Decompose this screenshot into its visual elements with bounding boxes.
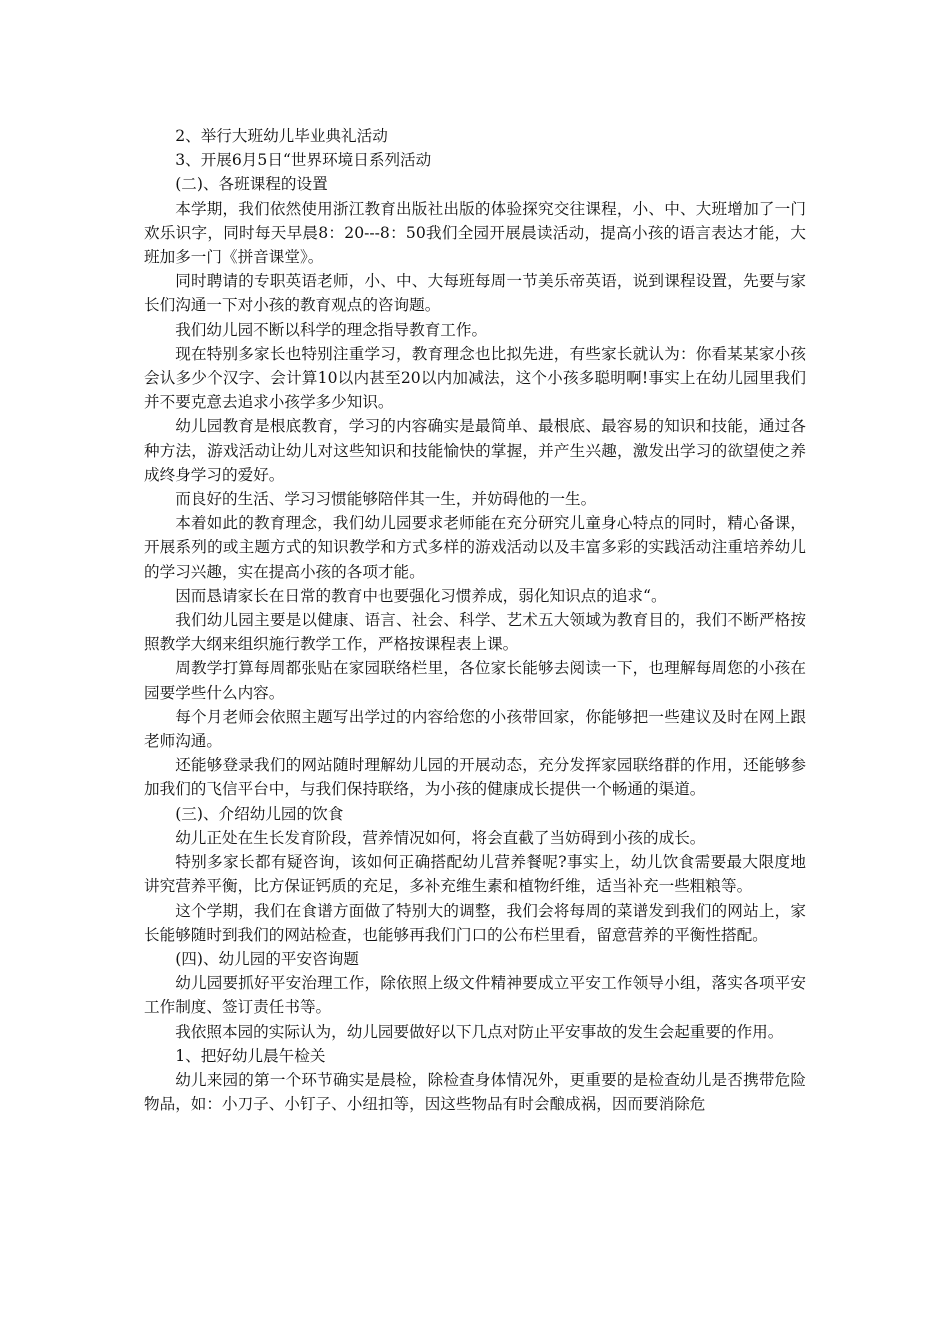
paragraph-11: 因而恳请家长在日常的教育中也要强化习惯养成，弱化知识点的追求“。 [175, 586, 667, 605]
paragraph-10: 本着如此的教育理念，我们幼儿园要求老师能在充分研究儿童身心特点的同时，精心备课，开展系列的或主题方式的知识教学和方式多样的游戏活动以及丰富多彩的实践活动注重培养幼儿的学习兴趣，实在提高小孩的各项才能。 [144, 514, 806, 581]
paragraph-4: 本学期，我们依然使用浙江教育出版社出版的体验探究交往课程，小、中、大班增加了一门欢乐识字，同时每天早晨8：20---8：50我们全园开展晨读活动，提高小孩的语言表达才能，大班加多一门《拼音课堂》。 [144, 199, 806, 267]
paragraph-21: 幼儿园要抓好平安治理工作，除依照上级文件精神要成立平安工作领导小组，落实各项平安工作制度、签订责任书等。 [144, 974, 806, 1017]
paragraph-9: 而良好的生活、学习习惯能够陪伴其一生，并妨碍他的一生。 [175, 490, 597, 509]
paragraph-7: 现在特别多家长也特别注重学习，教育理念也比拟先进，有些家长就认为：你看某某家小孩会认多少个汉字、会计算10以内甚至20以内加减法，这个小孩多聪明啊!事实上在幼儿园里我们并不要克意去追求小孩学多少知识。 [144, 344, 806, 412]
paragraph-12: 我们幼儿园主要是以健康、语言、社会、科学、艺术五大领域为教育目的，我们不断严格按照教学大纲来组织施行教学工作，严格按课程表上课。 [144, 611, 806, 654]
paragraph-15: 还能够登录我们的网站随时理解幼儿园的开展动态，充分发挥家园联络群的作用，还能够参加我们的飞信平台中，与我们保持联络，为小孩的健康成长提供一个畅通的渠道。 [144, 756, 806, 799]
section-heading-4: (四)、幼儿园的平安咨询题 [175, 949, 359, 968]
paragraph-5: 同时聘请的专职英语老师，小、中、大每班每周一节美乐帝英语，说到课程设置，先要与家长们沟通一下对小孩的教育观点的咨询题。 [144, 272, 806, 315]
paragraph-8: 幼儿园教育是根底教育，学习的内容确实是最简单、最根底、最容易的知识和技能，通过各种方法，游戏活动让幼儿对这些知识和技能愉快的掌握，并产生兴趣，激发出学习的欲望使之养成终身学习的爱好。 [144, 417, 806, 484]
paragraph-1: 2、举行大班幼儿毕业典礼活动 [175, 127, 388, 145]
paragraph-24: 幼儿来园的第一个环节确实是晨检，除检查身体情况外，更重要的是检查幼儿是否携带危险物品，如：小刀子、小钉子、小纽扣等，因这些物品有时会酿成祸，因而要消除危 [144, 1070, 806, 1114]
subheading-1: 1、把好幼儿晨午检关 [175, 1046, 326, 1065]
document-page [144, 124, 806, 1116]
paragraph-22: 我依照本园的实际认为，幼儿园要做好以下几点对防止平安事故的发生会起重要的作用。 [175, 1022, 784, 1041]
paragraph-17: 幼儿正处在生长发育阶段，营养情况如何，将会直截了当妨碍到小孩的成长。 [175, 828, 706, 847]
paragraph-14: 每个月老师会依照主题写出学过的内容给您的小孩带回家，你能够把一些建议及时在网上跟老师沟通。 [144, 707, 806, 751]
section-heading-3: (三)、介绍幼儿园的饮食 [175, 804, 344, 823]
paragraph-18: 特别多家长都有疑咨询，该如何正确搭配幼儿营养餐呢?事实上，幼儿饮食需要最大限度地讲究营养平衡，比方保证钙质的充足，多补充维生素和植物纤维，适当补充一些粗粮等。 [144, 853, 806, 896]
paragraph-13: 周教学打算每周都张贴在家园联络栏里，各位家长能够去阅读一下，也理解每周您的小孩在园要学些什么内容。 [144, 659, 806, 702]
paragraph-6: 我们幼儿园不断以科学的理念指导教育工作。 [175, 320, 488, 339]
paragraph-19: 这个学期，我们在食谱方面做了特别大的调整，我们会将每周的菜谱发到我们的网站上，家长能够随时到我们的网站检查，也能够再我们门口的公布栏里看，留意营养的平衡性搭配。 [144, 901, 806, 944]
section-heading-2: (二)、各班课程的设置 [175, 175, 328, 194]
paragraph-2: 3、开展6月5日“世界环境日系列活动 [175, 151, 432, 170]
